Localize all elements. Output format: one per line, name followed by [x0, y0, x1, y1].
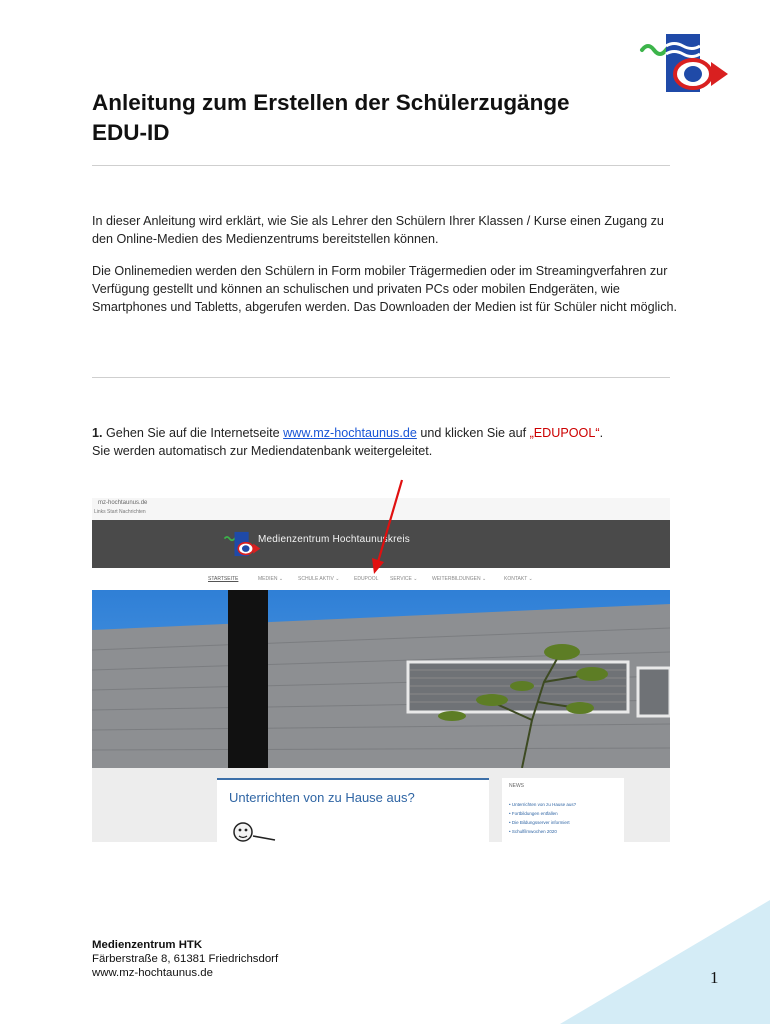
- corner-decoration: [540, 870, 770, 1024]
- footer: [92, 938, 432, 980]
- step-1-instruction: [92, 424, 692, 460]
- news-item[interactable]: • Schulfilmwochen 2020: [509, 829, 557, 834]
- website-link[interactable]: www.mz-hochtaunus.de: [283, 426, 417, 440]
- news-list: [509, 800, 576, 836]
- step-number: 1.: [92, 426, 103, 440]
- medienzentrum-logo-icon: [636, 32, 732, 94]
- title-line-1: Anleitung zum Erstellen der Schülerzugänge: [92, 90, 570, 115]
- news-item[interactable]: • Unterrichten von zu Hause aus?: [509, 802, 577, 807]
- nav-item-kontakt[interactable]: KONTAKT ⌄: [504, 576, 533, 582]
- step-text-before-link: Gehen Sie auf die Internetseite: [102, 426, 284, 440]
- title-line-2: EDU-ID: [92, 120, 170, 145]
- site-logo-icon: [222, 526, 262, 562]
- site-content-area: [92, 768, 670, 842]
- nav-item-start[interactable]: STARTSEITE: [208, 576, 239, 582]
- edupool-highlight: „EDUPOOL“: [529, 426, 600, 440]
- divider-top: [92, 165, 670, 166]
- footer-company: Medienzentrum HTK: [92, 939, 203, 951]
- nav-item-edupool[interactable]: EDUPOOL: [354, 576, 379, 582]
- site-title: Medienzentrum Hochtaunuskreis: [258, 534, 410, 545]
- nav-item-service[interactable]: SERVICE ⌄: [390, 576, 418, 582]
- hero-building-photo: [92, 590, 670, 768]
- footer-website: www.mz-hochtaunus.de: [92, 967, 213, 979]
- browser-bookmarks: Links Start Nachrichten: [94, 509, 146, 515]
- news-heading: NEWS: [509, 783, 524, 789]
- news-sidebar: [502, 778, 624, 842]
- nav-item-schule-aktiv[interactable]: SCHULE AKTIV ⌄: [298, 576, 340, 582]
- step-text-end: .: [599, 426, 604, 440]
- step-1-line-1: [92, 424, 692, 442]
- main-news-card: [217, 778, 489, 842]
- intro-paragraph-1: In dieser Anleitung wird erklärt, wie Sie als Lehrer den Schülern Ihrer Klassen / Kurse einen Zugang zu den Online-Medien des Medienzentrums bereitstellen können.: [92, 214, 664, 246]
- divider-middle: [92, 377, 670, 378]
- nav-item-weiterbildungen[interactable]: WEITERBILDUNGEN ⌄: [432, 576, 487, 582]
- nav-item-medien[interactable]: MEDIEN ⌄: [258, 576, 284, 582]
- red-arrow-icon: [360, 478, 410, 578]
- document-title: [92, 88, 692, 148]
- news-item[interactable]: • Die Bildungsserver informiert: [509, 820, 570, 825]
- step-1-line-2: Sie werden automatisch zur Mediendatenbank weitergeleitet.: [92, 444, 433, 458]
- news-item[interactable]: • Fortbildungen entfallen: [509, 811, 558, 816]
- footer-address: Färberstraße 8, 61381 Friedrichsdorf: [92, 953, 279, 965]
- page-number: 1: [710, 968, 719, 987]
- browser-url: mz-hochtaunus.de: [98, 500, 148, 506]
- main-news-heading[interactable]: Unterrichten von zu Hause aus?: [229, 790, 415, 805]
- step-text-after-link: und klicken Sie auf: [416, 426, 530, 440]
- cartoon-illustration-icon: [231, 818, 277, 842]
- intro-paragraph-2: Die Onlinemedien werden den Schülern in Form mobiler Trägermedien oder im Streamingverfahren zur Verfügung gestellt und können an schulischen und privaten PCs oder mobilen Endgeräten, wie Smartphones und Tabletts, abgerufen werden. Das Downloaden der Medien ist für Schüler nicht möglich.: [92, 264, 678, 314]
